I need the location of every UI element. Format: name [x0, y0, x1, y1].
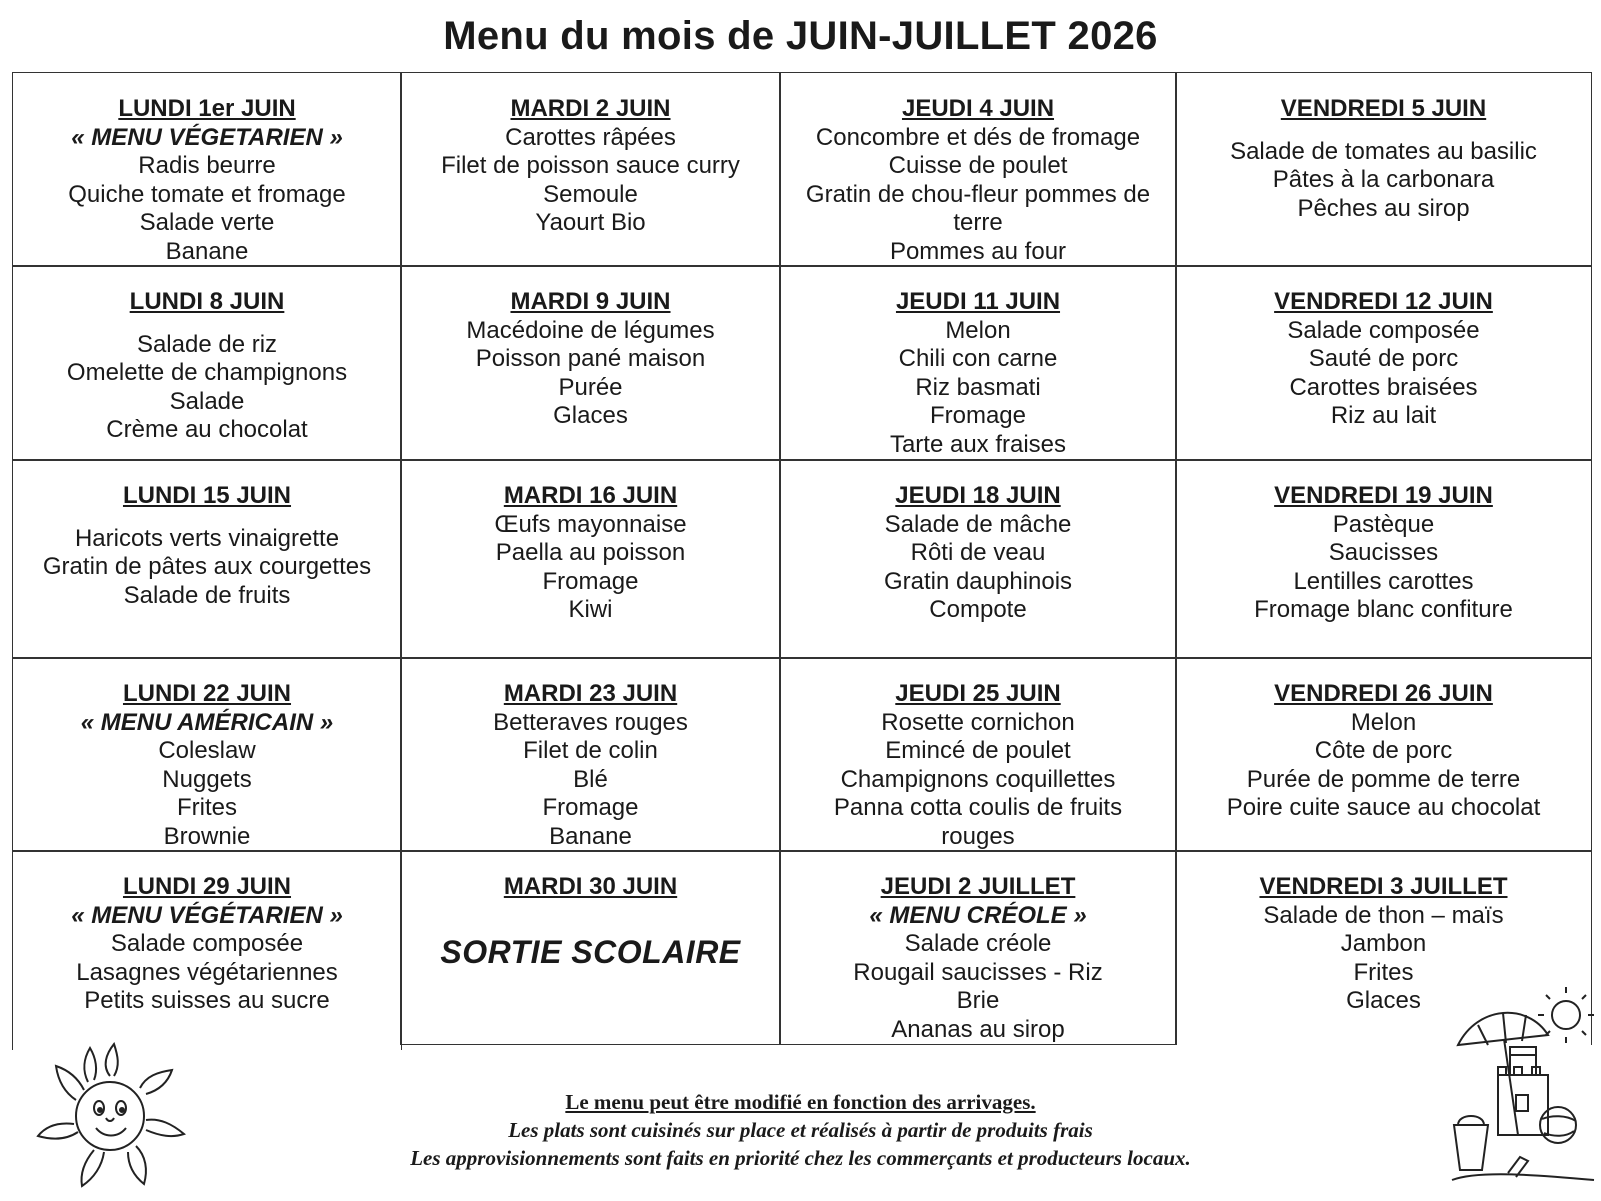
- dish-item: Quiche tomate et fromage: [68, 180, 346, 208]
- dish-item: Coleslaw: [158, 737, 256, 765]
- day-heading: MARDI 30 JUIN: [503, 873, 678, 900]
- dish-item: Salade verte: [139, 209, 275, 237]
- dish-item: Glaces: [553, 402, 628, 430]
- spacer: [13, 317, 401, 331]
- day-heading: LUNDI 29 JUIN: [122, 873, 292, 900]
- dish-item: Crème au chocolat: [106, 416, 308, 444]
- dish-item: Rôti de veau: [910, 539, 1046, 567]
- menu-day-cell: [12, 657, 402, 852]
- dish-item: Gratin de pâtes aux courgettes: [42, 553, 372, 581]
- day-heading: VENDREDI 3 JUILLET: [1259, 873, 1508, 900]
- day-heading: MARDI 23 JUIN: [503, 680, 678, 707]
- dish-item: Brownie: [163, 822, 251, 850]
- dish-item: Salade de tomates au basilic: [1230, 137, 1537, 165]
- dish-item: Salade de mâche: [884, 510, 1072, 538]
- day-heading: LUNDI 15 JUIN: [122, 482, 292, 509]
- footer-line-3: Les approvisionnements sont faits en priorité chez les commerçants et producteurs locaux.: [410, 1146, 1191, 1170]
- day-heading: JEUDI 25 JUIN: [895, 680, 1061, 707]
- menu-day-cell: [1175, 657, 1592, 852]
- menu-day-cell: [1175, 72, 1592, 267]
- menu-day-cell: [400, 850, 781, 1045]
- day-heading: MARDI 2 JUIN: [510, 95, 671, 122]
- dish-item: Pêches au sirop: [1297, 194, 1470, 222]
- dish-item: Radis beurre: [138, 152, 276, 180]
- dish-item: Brie: [956, 987, 1000, 1015]
- page-title: Menu du mois de JUIN-JUILLET 2026: [443, 14, 1158, 58]
- dish-item: Salade de thon – maïs: [1263, 901, 1504, 929]
- menu-theme: « MENU AMÉRICAIN »: [80, 708, 334, 736]
- dish-item: Panna cotta coulis de fruits: [833, 794, 1123, 822]
- dish-item: Pommes au four: [889, 237, 1067, 265]
- dish-item: Fromage blanc confiture: [1254, 596, 1513, 624]
- dish-item: Concombre et dés de fromage: [815, 123, 1141, 151]
- dish-item: Côte de porc: [1314, 737, 1453, 765]
- menu-day-cell: [779, 72, 1177, 267]
- menu-day-cell: [779, 850, 1177, 1045]
- dish-item: Salade de fruits: [123, 581, 291, 609]
- day-heading: MARDI 16 JUIN: [503, 482, 678, 509]
- day-heading: LUNDI 8 JUIN: [129, 288, 285, 315]
- day-heading: MARDI 9 JUIN: [510, 288, 671, 315]
- dish-item: Ananas au sirop: [891, 1015, 1065, 1043]
- dish-item: Œufs mayonnaise: [494, 510, 687, 538]
- dish-item: Cuisse de poulet: [888, 152, 1068, 180]
- dish-item: Purée de pomme de terre: [1246, 765, 1521, 793]
- dish-item: Pastèque: [1332, 510, 1435, 538]
- dish-item: Blé: [573, 765, 608, 793]
- dish-item: Macédoine de légumes: [466, 316, 715, 344]
- menu-day-cell: [400, 72, 781, 267]
- menu-day-cell: [779, 265, 1177, 461]
- menu-theme: « MENU VÉGETARIEN »: [71, 123, 343, 151]
- spacer: [1176, 124, 1591, 138]
- dish-item: Melon: [1350, 708, 1417, 736]
- day-heading: LUNDI 1er JUIN: [118, 95, 296, 122]
- dish-item: Banane: [549, 822, 632, 850]
- dish-item: Kiwi: [568, 596, 613, 624]
- menu-day-cell: [400, 459, 781, 659]
- school-outing-label: SORTIE SCOLAIRE: [440, 933, 741, 970]
- dish-item: Carottes râpées: [505, 123, 676, 151]
- dish-item: Fromage: [542, 794, 639, 822]
- dish-item: Petits suisses au sucre: [84, 987, 330, 1015]
- menu-day-cell: [12, 265, 402, 461]
- day-heading: VENDREDI 19 JUIN: [1274, 482, 1493, 509]
- day-heading: JEUDI 18 JUIN: [895, 482, 1061, 509]
- dish-item: Sauté de porc: [1308, 345, 1459, 373]
- day-heading: VENDREDI 26 JUIN: [1274, 680, 1493, 707]
- footer-line-2: Les plats sont cuisinés sur place et réalisés à partir de produits frais: [508, 1118, 1093, 1142]
- dish-item: Omelette de champignons: [66, 359, 348, 387]
- dish-item: Yaourt Bio: [535, 209, 646, 237]
- dish-item: Salade créole: [904, 930, 1052, 958]
- dish-item: Saucisses: [1328, 539, 1439, 567]
- dish-item: Poisson pané maison: [475, 345, 706, 373]
- dish-item: Nuggets: [162, 765, 252, 793]
- dish-item: Paella au poisson: [495, 539, 686, 567]
- dish-item: Betteraves rouges: [493, 708, 688, 736]
- dish-item: terre: [953, 209, 1003, 237]
- dish-item: Salade de riz: [136, 330, 278, 358]
- dish-item: Riz basmati: [915, 373, 1041, 401]
- menu-day-cell: [1175, 265, 1592, 461]
- dish-item: Emincé de poulet: [885, 737, 1071, 765]
- dish-item: Riz au lait: [1330, 402, 1437, 430]
- menu-theme: « MENU CRÉOLE »: [869, 901, 1087, 929]
- dish-item: Champignons coquillettes: [840, 765, 1116, 793]
- spacer: [13, 511, 401, 525]
- day-heading: JEUDI 4 JUIN: [901, 95, 1055, 122]
- menu-day-cell: [400, 657, 781, 852]
- dish-item: Filet de poisson sauce curry: [441, 152, 740, 180]
- day-heading: LUNDI 22 JUIN: [122, 680, 292, 707]
- dish-item: Semoule: [543, 180, 638, 208]
- dish-item: Melon: [945, 316, 1011, 344]
- dish-item: Rougail saucisses - Riz: [853, 958, 1103, 986]
- dish-item: Carottes braisées: [1289, 373, 1478, 401]
- footer-line-1: Le menu peut être modifié en fonction des arrivages.: [565, 1090, 1036, 1114]
- day-heading: VENDREDI 5 JUIN: [1280, 95, 1487, 122]
- menu-day-cell: [1175, 459, 1592, 659]
- dish-item: Compote: [929, 596, 1027, 624]
- dish-item: Gratin de chou-fleur pommes de: [805, 180, 1151, 208]
- menu-day-cell: [779, 459, 1177, 659]
- dish-item: Salade composée: [1287, 316, 1480, 344]
- menu-day-cell: [400, 265, 781, 461]
- dish-item: Gratin dauphinois: [883, 567, 1073, 595]
- dish-item: Fromage: [542, 567, 639, 595]
- dish-item: Lasagnes végétariennes: [76, 958, 338, 986]
- menu-day-cell: [12, 72, 402, 267]
- day-heading: JEUDI 11 JUIN: [895, 288, 1061, 315]
- menu-theme: « MENU VÉGÉTARIEN »: [71, 901, 343, 929]
- dish-item: Pâtes à la carbonara: [1272, 166, 1495, 194]
- day-heading: JEUDI 2 JUILLET: [880, 873, 1076, 900]
- dish-item: Salade: [169, 387, 245, 415]
- dish-item: Tarte aux fraises: [889, 430, 1067, 458]
- menu-day-cell: [12, 850, 402, 1050]
- dish-item: Frites: [177, 794, 237, 822]
- dish-item: Banane: [165, 237, 249, 265]
- menu-day-cell: [12, 459, 402, 659]
- menu-day-cell: [779, 657, 1177, 852]
- dish-item: Poire cuite sauce au chocolat: [1226, 794, 1541, 822]
- dish-item: Haricots verts vinaigrette: [74, 524, 340, 552]
- dish-item: rouges: [941, 822, 1015, 850]
- dish-item: Rosette cornichon: [881, 708, 1075, 736]
- dish-item: Filet de colin: [523, 737, 658, 765]
- dish-item: Jambon: [1340, 930, 1427, 958]
- dish-item: Salade composée: [110, 930, 304, 958]
- dish-item: Chili con carne: [898, 345, 1058, 373]
- dish-item: Fromage: [929, 402, 1027, 430]
- dish-item: Frites: [1353, 958, 1414, 986]
- day-heading: VENDREDI 12 JUIN: [1274, 288, 1493, 315]
- dish-item: Glaces: [1346, 987, 1421, 1015]
- footer-notes: [0, 1088, 1601, 1172]
- dish-item: Purée: [558, 373, 623, 401]
- dish-item: Lentilles carottes: [1293, 567, 1474, 595]
